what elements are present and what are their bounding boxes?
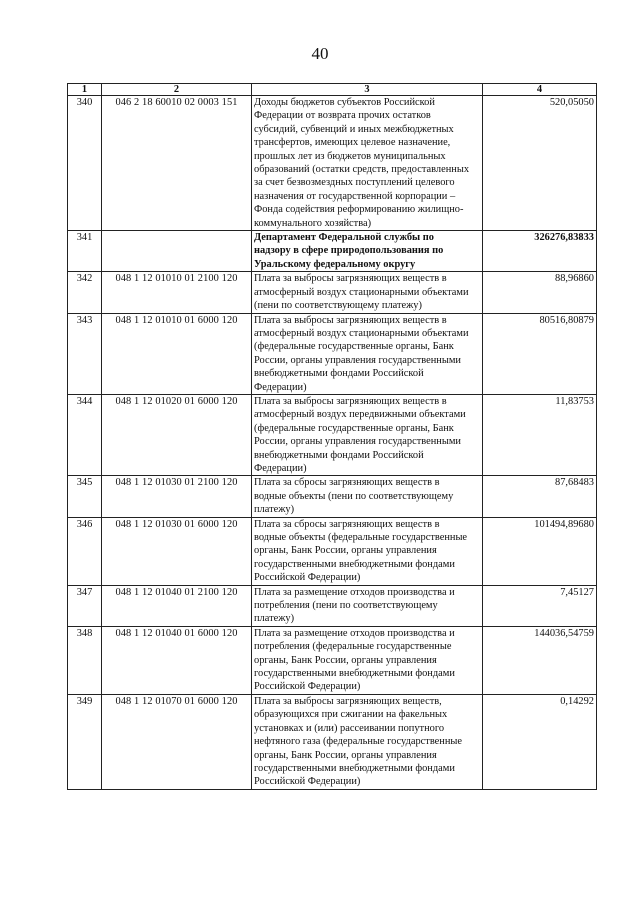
row-number-cell: 349 [68, 694, 102, 789]
row-number-cell: 346 [68, 517, 102, 585]
amount-cell: 80516,80879 [483, 313, 597, 394]
row-number-cell: 341 [68, 231, 102, 272]
row-number-cell: 345 [68, 476, 102, 517]
amount-cell: 11,83753 [483, 394, 597, 475]
row-number-cell: 344 [68, 394, 102, 475]
amount-cell: 144036,54759 [483, 626, 597, 694]
description-cell: Плата за выбросы загрязняющих веществ в атмосферный воздух стационарными объектами (федеральные государственные органы, Банк России, органы управления государственными внебюджетными фондами Российской Федерации) [252, 313, 483, 394]
amount-cell: 520,05050 [483, 96, 597, 231]
header-col-4: 4 [483, 84, 597, 96]
budget-code-cell: 048 1 12 01040 01 6000 120 [102, 626, 252, 694]
budget-table [67, 83, 597, 790]
amount-cell: 101494,89680 [483, 517, 597, 585]
header-col-1: 1 [68, 84, 102, 96]
row-number-cell: 343 [68, 313, 102, 394]
header-col-3: 3 [252, 84, 483, 96]
table-row [68, 313, 597, 394]
description-cell: Плата за размещение отходов производства и потребления (федеральные государственные органы, Банк России, органы управления государственными внебюджетными фондами Российской Федерации) [252, 626, 483, 694]
page-number: 40 [311, 44, 329, 63]
description-cell: Плата за выбросы загрязняющих веществ в атмосферный воздух передвижными объектами (федеральные государственные органы, Банк России, органы управления государственными внебюджетными фондами Российской Федерации) [252, 394, 483, 475]
budget-code-cell: 048 1 12 01030 01 2100 120 [102, 476, 252, 517]
amount-cell: 326276,83833 [483, 231, 597, 272]
budget-code-cell: 048 1 12 01040 01 2100 120 [102, 585, 252, 626]
budget-code-cell: 048 1 12 01070 01 6000 120 [102, 694, 252, 789]
header-col-2: 2 [102, 84, 252, 96]
description-cell: Плата за размещение отходов производства и потребления (пени по соответствующему платежу) [252, 585, 483, 626]
amount-cell: 0,14292 [483, 694, 597, 789]
description-cell: Департамент Федеральной службы по надзору в сфере природопользования по Уральскому федеральному округу [252, 231, 483, 272]
table-row [68, 272, 597, 313]
description-cell: Плата за сбросы загрязняющих веществ в водные объекты (пени по соответствующему платежу) [252, 476, 483, 517]
budget-code-cell [102, 231, 252, 272]
budget-code-cell: 048 1 12 01010 01 6000 120 [102, 313, 252, 394]
budget-code-cell: 048 1 12 01030 01 6000 120 [102, 517, 252, 585]
row-number-cell: 342 [68, 272, 102, 313]
budget-code-cell: 046 2 18 60010 02 0003 151 [102, 96, 252, 231]
description-cell: Плата за сбросы загрязняющих веществ в водные объекты (федеральные государственные органы, Банк России, органы управления государственными внебюджетными фондами Российской Федерации) [252, 517, 483, 585]
table-row [68, 517, 597, 585]
description-cell: Доходы бюджетов субъектов Российской Федерации от возврата прочих остатков субсидий, субвенций и иных межбюджетных трансфертов, имеющих целевое назначение, прошлых лет из бюджетов муниципальных образований (остатки средств, предоставленных за счет безвозмездных поступлений целевого назначения от государственной корпорации – Фонда содействия реформированию жилищно- коммунального хозяйства) [252, 96, 483, 231]
table-row [68, 394, 597, 475]
table-row [68, 231, 597, 272]
table-row [68, 694, 597, 789]
description-cell: Плата за выбросы загрязняющих веществ, образующихся при сжигании на факельных установках и (или) рассеивании попутного нефтяного газа (федеральные государственные органы, Банк России, органы управления государственными внебюджетными фондами Российской Федерации) [252, 694, 483, 789]
budget-code-cell: 048 1 12 01020 01 6000 120 [102, 394, 252, 475]
description-cell: Плата за выбросы загрязняющих веществ в атмосферный воздух стационарными объектами (пени по соответствующему платежу) [252, 272, 483, 313]
amount-cell: 88,96860 [483, 272, 597, 313]
budget-code-cell: 048 1 12 01010 01 2100 120 [102, 272, 252, 313]
amount-cell: 87,68483 [483, 476, 597, 517]
table-row [68, 585, 597, 626]
table-row [68, 96, 597, 231]
amount-cell: 7,45127 [483, 585, 597, 626]
header-row [68, 84, 597, 96]
row-number-cell: 348 [68, 626, 102, 694]
table-row [68, 626, 597, 694]
table-row [68, 476, 597, 517]
row-number-cell: 340 [68, 96, 102, 231]
row-number-cell: 347 [68, 585, 102, 626]
